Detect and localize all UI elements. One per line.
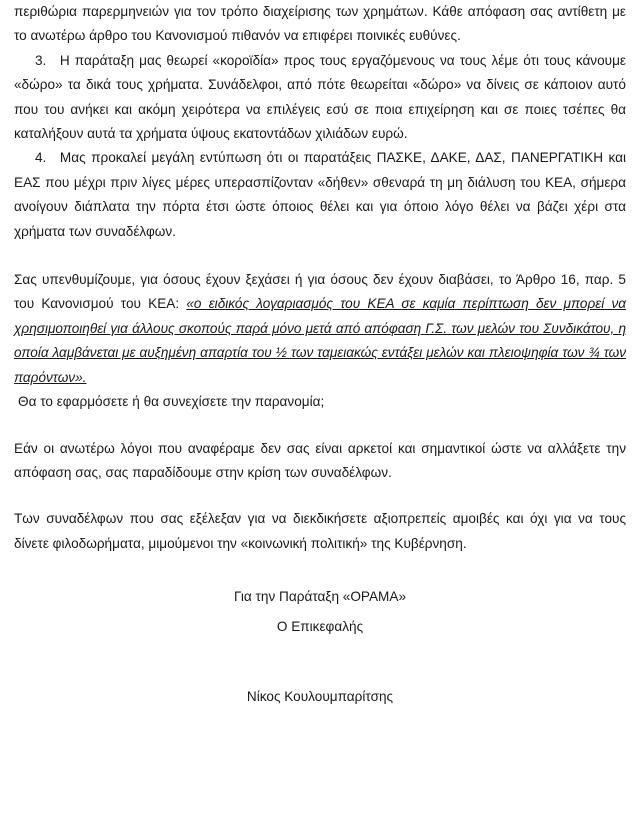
paragraph-reasons: Εάν οι ανωτέρω λόγοι που αναφέραμε δεν σας είναι αρκετοί και σημαντικοί ώστε να αλλάξετε την απόφαση σας, σας παραδίδουμε στην κρίση των συναδέλφων. <box>14 440 626 480</box>
question-line: Θα το εφαρμόσετε ή θα συνεχίσετε την παρανομία; <box>18 394 325 410</box>
point-4: 4. Μας προκαλεί μεγάλη εντύπωση ότι οι παρατάξεις ΠΑΣΚΕ, ΔΑΚΕ, ΔΑΣ, ΠΑΝΕΡΓΑΤΙΚΗ και ΕΑΣ που μέχρι πριν λίγες μέρες υπερασπίζονταν «δήθεν» σθεναρά τη μη διάλυση του ΚΕΑ, σήμερα ανοίγουν διάπλατα την πόρτα έτσι ώστε όποιος θέλει και για όποιο λόγο θέλει να βάζει χέρι στα χρήματα των συναδέλφων. <box>14 150 626 239</box>
signature-line-1: Για την Παράταξη «ΟΡΑΜΑ» <box>234 589 406 605</box>
point-3: 3. Η παράταξη μας θεωρεί «κοροϊδία» προς τους εργαζόμενους να τους λέμε ότι τους κάνουμε «δώρο» τα δικά τους χρήματα. Συνάδελφοι, από πότε θεωρείται «δώρο» να δίνεις σε κάποιον αυτό που του ανήκει και ακόμη χειρότερα να επιλέγεις εσύ σε ποια επιχείρηση και σε ποιες τσέπες θα καταλήξουν αυτά τα χρήματα ύψους εκατοντάδων χιλιάδων ευρώ. <box>14 52 626 142</box>
paragraph-top: περιθώρια παρερμηνειών για τον τρόπο διαχείρισης των χρημάτων. Κάθε απόφαση σας αντίθετη με το ανωτέρω άρθρο του Κανονισμού πιθανόν να επιφέρει ποινικές ευθύνες. <box>14 4 626 44</box>
reminder-quote: «ο ειδικός λογαριασμός του ΚΕΑ σε καμία περίπτωση δεν μπορεί να χρησιμοποιηθεί για άλλους σκοπούς παρά μόνο μετά από απόφαση Γ.Σ. των μελών του Συνδικάτου, η οποία λαμβάνεται με αυξημένη απαρτία του ½ των ταμειακώς εντάξει μελών και πλειοψηφία των ¾ των παρόντων». <box>14 296 626 385</box>
signature-line-2: Ο Επικεφαλής <box>276 619 364 635</box>
signature-block <box>14 582 626 712</box>
paragraph-closing: Των συναδέλφων που σας εξέλεξαν για να διεκδικήσετε αξιοπρεπείς αμοιβές και όχι για να τους δίνετε φιλοδωρήματα, μιμούμενοι την «κοινωνική πολιτική» της Κυβέρνηση. <box>14 511 626 551</box>
reminder-paragraph <box>14 268 626 390</box>
signature-name: Νίκος Κουλουμπαρίτσης <box>246 689 394 705</box>
reminder-intro: Σας υπενθυμίζουμε, για όσους έχουν ξεχάσει ή για όσους δεν έχουν διαβάσει, το Άρθρο 16, παρ. 5 του Κανονισμού του ΚΕΑ: <box>14 272 626 312</box>
